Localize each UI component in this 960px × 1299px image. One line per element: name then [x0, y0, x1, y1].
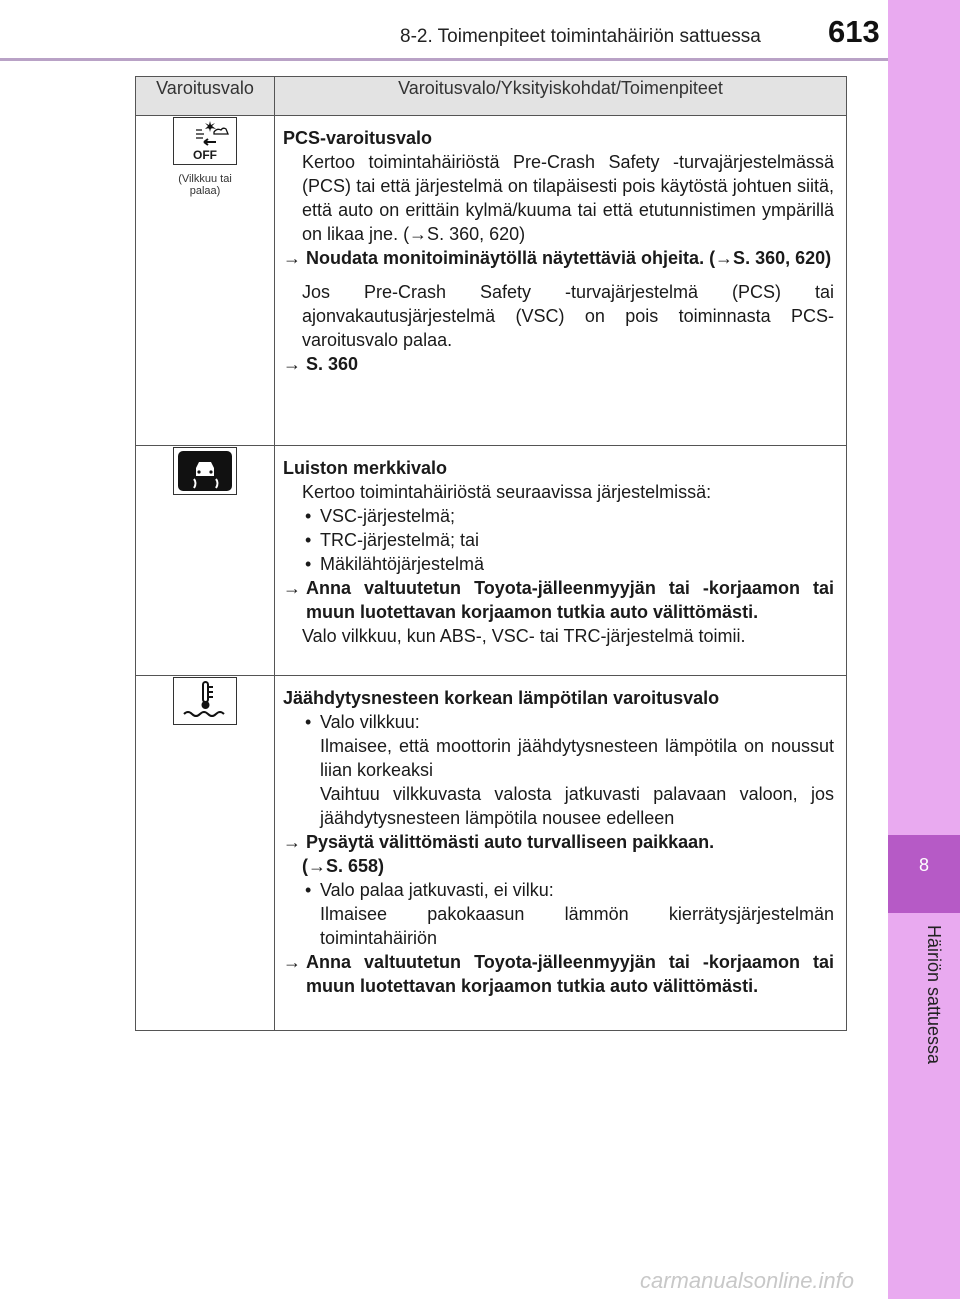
pcs-off-icon — [173, 117, 237, 165]
arrow-icon: → — [283, 832, 301, 852]
chapter-title: Häiriön sattuessa — [924, 925, 944, 1065]
table-row — [136, 446, 847, 676]
list-item-text: VSC-järjestelmä; — [320, 506, 456, 526]
arrow-icon: → — [283, 578, 301, 598]
description: Jos Pre-Crash Safety -turvajärjestelmä (PCS) tai ajonvakautusjärjestelmä (VSC) on pois toiminnasta PCS-varoitusvalo palaa. — [302, 282, 834, 350]
list-item — [283, 878, 834, 902]
arrow-icon: → — [283, 248, 301, 268]
list-item — [283, 528, 834, 552]
table-row — [136, 116, 847, 446]
chapter-side-tab — [888, 0, 960, 1299]
column-header-details: Varoitusvalo/Yksityiskohdat/Toimenpiteet — [275, 77, 847, 116]
page-number: 613 — [828, 14, 880, 49]
action-text: Noudata monitoiminäytöllä näytettäviä ohjeita. (→S. 360, 620) — [306, 248, 832, 268]
details-cell — [275, 446, 847, 676]
description: Vaihtuu vilkkuvasta valosta jatkuvasti palavaan valoon, jos jäähdytysnesteen lämpötila nousee edelleen — [320, 784, 834, 828]
warning-title: PCS-varoitusvalo — [283, 128, 433, 148]
icon-caption-line-1: (Vilkkuu tai — [178, 173, 232, 185]
icon-cell — [136, 116, 275, 446]
warning-title: Jäähdytysnesteen korkean lämpötilan varoitusvalo — [283, 688, 720, 708]
action-instruction — [283, 950, 834, 998]
warning-title: Luiston merkkivalo — [283, 458, 448, 478]
list-item-text: Mäkilähtöjärjestelmä — [320, 554, 485, 574]
case-label: Valo palaa jatkuvasti, ei vilku: — [320, 880, 554, 900]
description: Ilmaisee pakokaasun lämmön kierrätysjärjestelmän toimintahäiriön — [320, 904, 834, 948]
page-header — [0, 0, 888, 61]
arrow-icon: → — [283, 354, 301, 374]
chapter-number-box — [888, 835, 960, 913]
details-cell — [275, 676, 847, 1031]
page-reference: (→S. 658) — [302, 856, 385, 876]
slip-indicator-icon — [173, 447, 237, 495]
bullet: • — [305, 712, 312, 732]
list-item-text: TRC-järjestelmä; tai — [320, 530, 480, 550]
list-item — [283, 710, 834, 734]
icon-cell — [136, 446, 275, 676]
description: Kertoo toimintahäiriöstä seuraavissa järjestelmissä: — [302, 482, 712, 502]
action-instruction — [283, 246, 834, 270]
bullet: • — [305, 554, 312, 574]
coolant-temperature-icon — [173, 677, 237, 725]
icon-cell — [136, 676, 275, 1031]
details-cell — [275, 116, 847, 446]
action-instruction — [283, 576, 834, 624]
chapter-number: 8 — [918, 855, 929, 875]
list-item — [283, 504, 834, 528]
bullet: • — [305, 506, 312, 526]
pcs-off-label: OFF — [193, 148, 217, 162]
reference-text: S. 360 — [306, 354, 359, 374]
watermark: carmanualsonline.info — [640, 1268, 855, 1293]
page-reference — [283, 352, 834, 376]
description: Kertoo toimintahäiriöstä Pre-Crash Safety -turvajärjestelmässä (PCS) tai että järjestelmä on tilapäisesti pois käytöstä johtuen siitä, että auto on erittäin kylmä/kuuma tai että etutunnistimen ympärillä on likaa jne. (→S. 360, 620) — [302, 152, 834, 244]
column-header-warning-light: Varoitusvalo — [136, 77, 275, 116]
icon-caption-line-2: palaa) — [189, 185, 221, 197]
section-title: 8-2. Toimenpiteet toimintahäiriön sattuessa — [400, 26, 761, 47]
note: Valo vilkkuu, kun ABS-, VSC- tai TRC-järjestelmä toimii. — [302, 626, 746, 646]
bullet: • — [305, 880, 312, 900]
list-item — [283, 552, 834, 576]
action-text: Anna valtuutetun Toyota-jälleenmyyjän tai -korjaamon tai muun luotettavan korjaamon tutkia auto välittömästi. — [306, 578, 834, 622]
warning-light-table — [135, 76, 847, 1031]
action-text: Pysäytä välittömästi auto turvalliseen paikkaan. — [306, 832, 715, 852]
case-label: Valo vilkkuu: — [320, 712, 420, 732]
table-header-row — [136, 77, 847, 116]
icon-caption — [137, 173, 273, 197]
bullet: • — [305, 530, 312, 550]
action-text: Anna valtuutetun Toyota-jälleenmyyjän tai -korjaamon tai muun luotettavan korjaamon tutkia auto välittömästi. — [306, 952, 834, 996]
table-row — [136, 676, 847, 1031]
action-instruction — [283, 830, 834, 854]
description: Ilmaisee, että moottorin jäähdytysnesteen lämpötila on noussut liian korkeaksi — [320, 736, 834, 780]
arrow-icon: → — [283, 952, 301, 972]
